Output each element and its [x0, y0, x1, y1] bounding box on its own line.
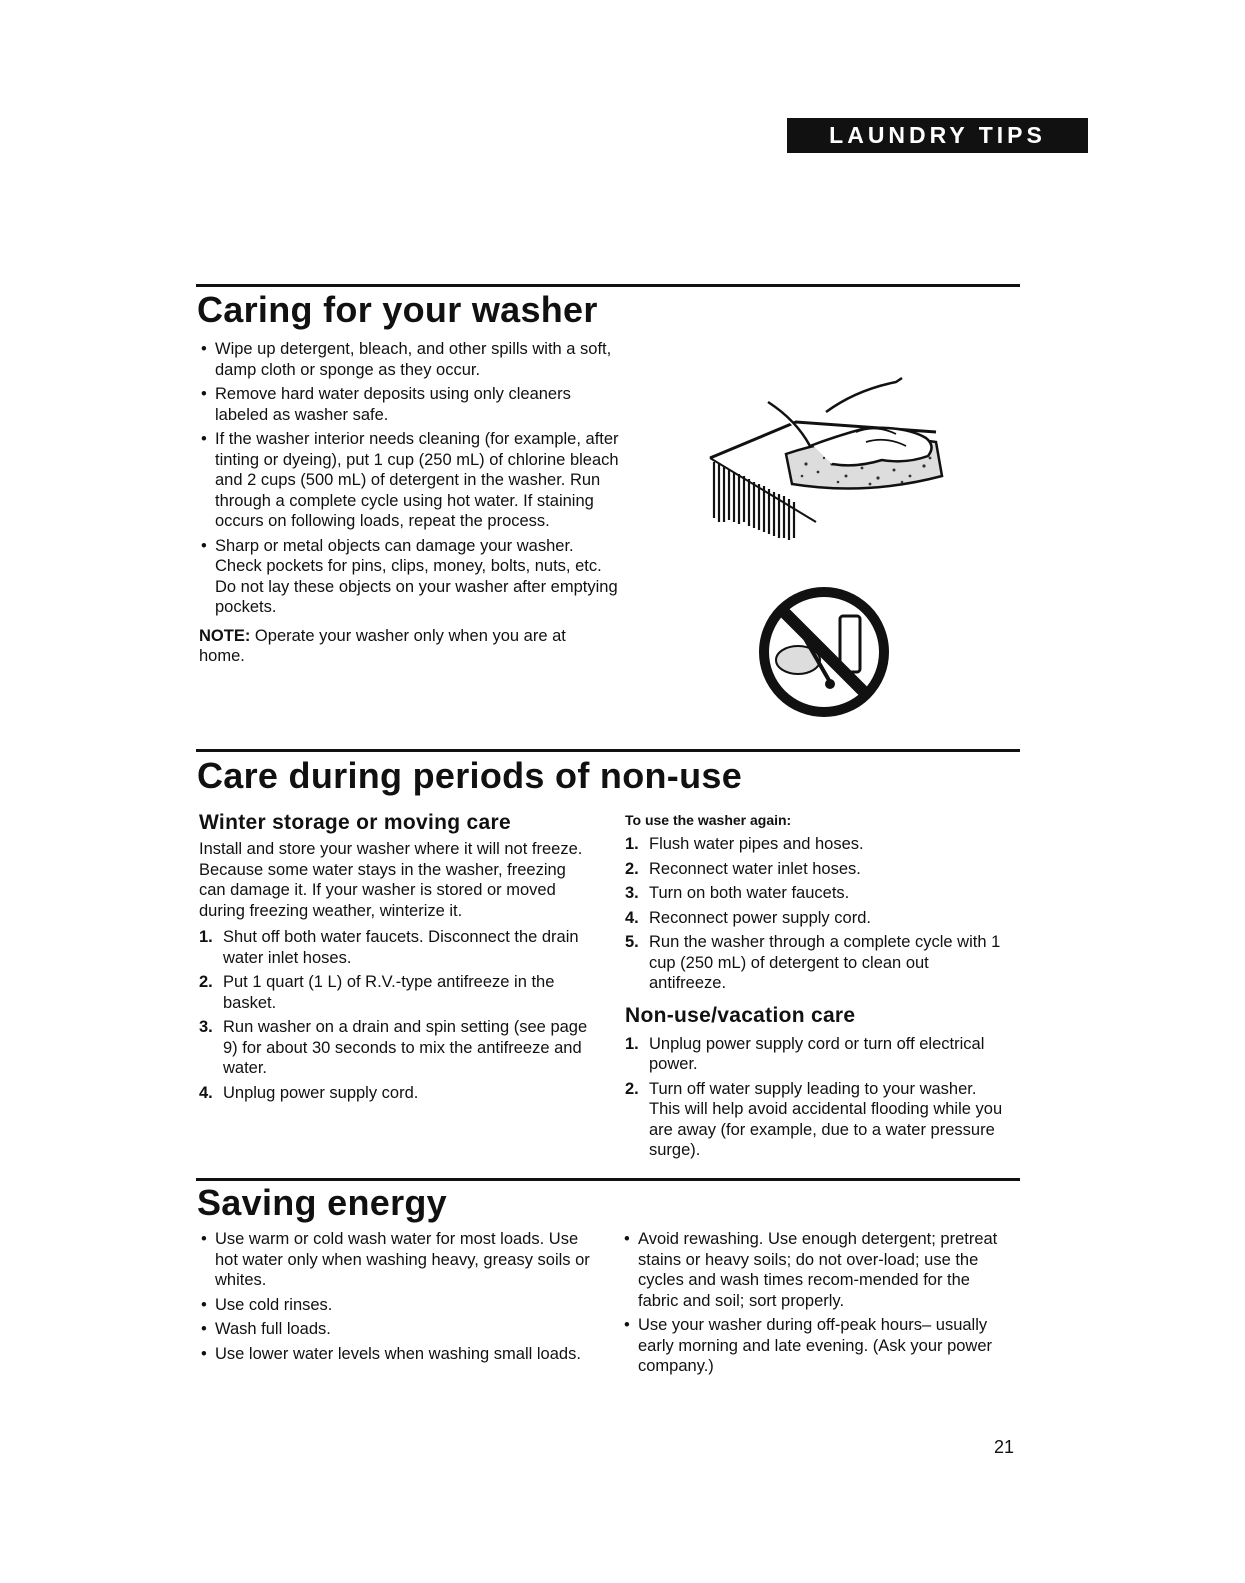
nonuse-title: Care during periods of non-use	[197, 755, 743, 796]
list-item: • Use your washer during off-peak hours– usually early morning and late evening. (Ask your power company.)	[624, 1316, 993, 1375]
caring-body	[199, 339, 619, 671]
energy-right-list	[622, 1229, 1014, 1377]
sponge-wiping-illustration	[706, 372, 960, 544]
reuse-section	[625, 810, 1010, 1165]
list-item: 1. Shut off both water faucets. Disconnect the drain water inlet hoses.	[199, 928, 579, 967]
list-item: 2. Turn off water supply leading to your washer. This will help avoid accidental flooding while you are away (for example, due to a water pressure surge).	[625, 1079, 1003, 1159]
reuse-steps	[625, 834, 1010, 994]
list-item: 5. Run the washer through a complete cycle with 1 cup (250 mL) of detergent to clean out antifreeze.	[625, 933, 1001, 992]
list-item: 1. Flush water pipes and hoses.	[625, 835, 864, 853]
winter-storage-section	[199, 811, 594, 1107]
section-divider	[196, 749, 1020, 752]
list-item: 2. Reconnect water inlet hoses.	[625, 859, 861, 878]
section-divider	[196, 1178, 1020, 1181]
vacation-care-steps	[625, 1034, 1010, 1161]
page-number: 21	[994, 1437, 1015, 1457]
vacation-care-title: Non-use/vacation care	[625, 1003, 856, 1027]
list-item: • Sharp or metal objects can damage your washer. Check pockets for pins, clips, money, bolts, nuts, etc. Do not lay these objects on your washer after emptying pockets.	[201, 536, 618, 616]
list-item: • Use lower water levels when washing small loads.	[201, 1344, 581, 1363]
section-divider	[196, 284, 1020, 287]
list-item: • If the washer interior needs cleaning (for example, after tinting or dyeing), put 1 cup (250 mL) of chlorine bleach and 2 cups (500 mL) of detergent in the washer. Run through a complete cycle using hot water. If staining occurs on following loads, repeat the process.	[201, 430, 619, 530]
caring-bullet-list	[199, 339, 619, 618]
section-banner: LAUNDRY TIPS	[787, 118, 1088, 153]
list-item: 2. Put 1 quart (1 L) of R.V.-type antifreeze in the basket.	[199, 973, 555, 1012]
list-item: • Wash full loads.	[201, 1320, 331, 1338]
list-item: 4. Reconnect power supply cord.	[625, 908, 871, 927]
winter-storage-steps	[199, 927, 594, 1103]
winter-storage-intro: Install and store your washer where it will not freeze. Because some water stays in the washer, freezing can damage it. If your washer is stored or moved during freezing weather, winterize it.	[199, 840, 583, 920]
list-item: • Use warm or cold wash water for most loads. Use hot water only when washing heavy, greasy soils or whites.	[201, 1230, 590, 1289]
list-item: • Remove hard water deposits using only cleaners labeled as washer safe.	[201, 385, 571, 424]
reuse-title: To use the washer again:	[625, 812, 792, 828]
list-item: 4. Unplug power supply cord.	[199, 1083, 419, 1102]
list-item: 1. Unplug power supply cord or turn off electrical power.	[625, 1034, 985, 1073]
list-item: • Wipe up detergent, bleach, and other spills with a soft, damp cloth or sponge as they occur.	[201, 340, 612, 379]
energy-left-column	[199, 1229, 594, 1368]
energy-left-list	[199, 1229, 594, 1364]
caring-title: Caring for your washer	[197, 289, 598, 330]
no-metal-objects-icon	[756, 584, 892, 720]
list-item: 3. Run washer on a drain and spin setting (see page 9) for about 30 seconds to mix the antifreeze and water.	[199, 1018, 588, 1077]
energy-title: Saving energy	[197, 1182, 447, 1223]
winter-storage-title: Winter storage or moving care	[199, 811, 511, 834]
caring-note: NOTE: Operate your washer only when you are at home.	[199, 626, 566, 665]
energy-right-column	[622, 1229, 1014, 1381]
list-item: 3. Turn on both water faucets.	[625, 884, 850, 902]
list-item: • Use cold rinses.	[201, 1295, 333, 1314]
list-item: • Avoid rewashing. Use enough detergent; pretreat stains or heavy soils; do not over-load; use the cycles and wash times recom-mended for the fabric and soil; sort properly.	[624, 1230, 998, 1310]
